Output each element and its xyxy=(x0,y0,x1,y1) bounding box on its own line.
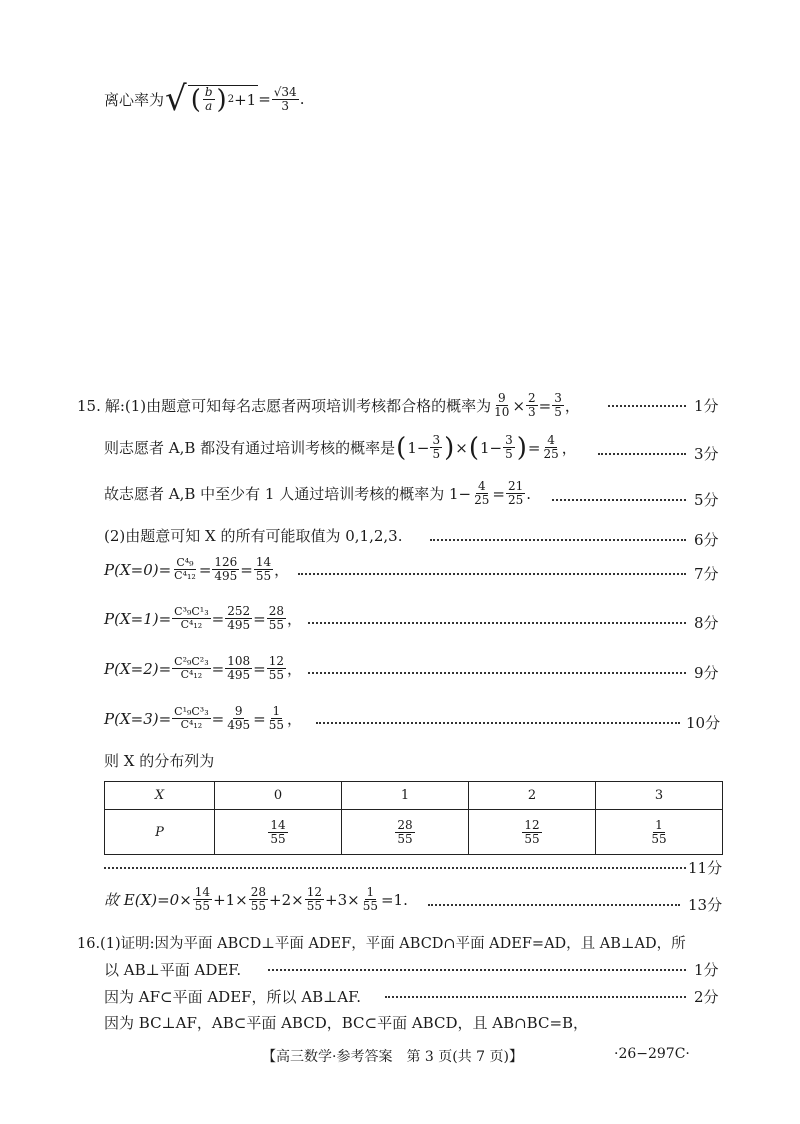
fraction: $\frac{3}{5}$ xyxy=(554,391,562,419)
prob-cell: $\frac{28}{55}$ xyxy=(342,810,469,855)
q16-l3-text: 因为 AF⊂平面 ADEF，所以 AB⊥AF. xyxy=(104,988,361,1006)
q15-number: 15. xyxy=(77,396,101,415)
score-leader xyxy=(385,996,686,998)
header-cell: 3 xyxy=(596,782,723,810)
q15-l1-text: 解:(1)由题意可知每名志愿者两项培训考核都合格的概率为 xyxy=(104,397,492,415)
score-leader xyxy=(316,722,680,724)
score-5: 5分 xyxy=(694,491,719,509)
prob-cell: $\frac{12}{55}$ xyxy=(469,810,596,855)
q15-l2-text: 则志愿者 A,B 都没有通过培训考核的概率是 xyxy=(104,439,396,457)
footer-center: 【高三数学·参考答案 第 3 页(共 7 页)】 xyxy=(262,1049,523,1065)
sqrt-expression: √ ( $\frac{b}{a}$ ) 2 +1 xyxy=(165,79,257,119)
header-cell: 2 xyxy=(469,782,596,810)
frac-b: b xyxy=(204,85,213,99)
equals: = xyxy=(258,90,271,108)
fraction: $\frac{3}{5}$ xyxy=(432,433,441,461)
table-header-row xyxy=(105,782,723,810)
q16-l1-text: 16.(1)证明:因为平面 ABCD⊥平面 ADEF，平面 ABCD∩平面 ADEF=AD，且 AB⊥AD，所 xyxy=(77,936,686,952)
score-leader xyxy=(308,622,686,624)
score-1: 1分 xyxy=(694,397,719,415)
footer-right: ·26−297C· xyxy=(614,1046,690,1062)
eccentricity-label: 离心率为 xyxy=(104,90,165,109)
q16-line-1 xyxy=(77,932,686,953)
sqrt34: √34 xyxy=(273,84,297,99)
q16-line-4 xyxy=(104,1012,588,1033)
score-3: 3分 xyxy=(694,445,719,463)
expectation-line: 故 E(X)=0× $\frac{14}{55}$ +1× $\frac{28}{55}$ +2× $\frac{12}{55}$ +3× $\frac{1}{55}$ =1. xyxy=(104,885,408,913)
distribution-table xyxy=(104,781,723,855)
score-8: 8分 xyxy=(694,614,719,632)
q15-line-4 xyxy=(104,525,402,546)
fraction: $\frac{9}{10}$ xyxy=(494,391,510,419)
score-11: 11分 xyxy=(688,859,723,877)
frac-a: a xyxy=(205,99,213,113)
prob-x2: P(X=2)= $\frac{\text{C²₉C²₃}}{\text{C⁴₁₂}}$ = $\frac{108}{495}$ = $\frac{12}{55}$ ， xyxy=(104,654,302,682)
q16-l2-text: 以 AB⊥平面 ADEF. xyxy=(104,961,242,979)
score-16-2: 2分 xyxy=(694,988,719,1006)
q15-line-3: 故志愿者 A,B 中至少有 1 人通过培训考核的概率为 1− $\frac{4}{25}$ = $\frac{21}{25}$ . xyxy=(104,479,532,507)
prob-cell: $\frac{14}{55}$ xyxy=(215,810,342,855)
exponent: 2 xyxy=(227,94,235,105)
score-leader xyxy=(298,573,686,575)
score-leader xyxy=(308,672,686,674)
header-cell: 1 xyxy=(342,782,469,810)
plus-one: +1 xyxy=(234,90,257,109)
eccentricity-line xyxy=(104,79,305,119)
fraction: $\frac{2}{3}$ xyxy=(528,391,536,419)
fraction: $\frac{4}{25}$ xyxy=(474,479,490,507)
three: 3 xyxy=(281,98,290,113)
q16-l4-text: 因为 BC⊥AF，AB⊂平面 ABCD，BC⊂平面 ABCD，且 AB∩BC=B， xyxy=(104,1014,589,1032)
fraction: $\frac{21}{25}$ xyxy=(507,479,524,507)
prob-cell: $\frac{1}{55}$ xyxy=(596,810,723,855)
row-label-p: P xyxy=(105,810,215,855)
score-7: 7分 xyxy=(694,565,719,583)
score-9: 9分 xyxy=(694,664,719,682)
score-leader xyxy=(608,405,686,407)
period: . xyxy=(299,90,305,108)
score-leader xyxy=(598,453,686,455)
q15-line-2: 则志愿者 A,B 都没有通过培训考核的概率是 ( 1− $\frac{3}{5}$ ) × ( 1− $\frac{3}{5}$ ) = $\frac{4}{25}$ ， xyxy=(104,432,577,463)
header-x: X xyxy=(105,782,215,810)
q16-line-2 xyxy=(104,959,241,980)
fraction: $\frac{4}{25}$ xyxy=(543,433,559,461)
q15-l3-text: 故志愿者 A,B 中至少有 1 人通过培训考核的概率为 1− xyxy=(104,485,472,503)
q15-line-1: 15. 解:(1)由题意可知每名志愿者两项培训考核都合格的概率为 $\frac{9}{10}$ × $\frac{2}{3}$ = $\frac{3}{5}$ ， xyxy=(77,391,580,419)
table-prob-row xyxy=(105,810,723,855)
prob-x3: P(X=3)= $\frac{\text{C¹₉C³₃}}{\text{C⁴₁₂}}$ = $\frac{9}{495}$ = $\frac{1}{55}$ ， xyxy=(104,704,302,732)
header-cell: 0 xyxy=(215,782,342,810)
score-10: 10分 xyxy=(686,714,721,732)
dist-intro-text: 则 X 的分布列为 xyxy=(104,752,215,770)
score-16-1: 1分 xyxy=(694,961,719,979)
prob-x1: P(X=1)= $\frac{\text{C³₉C¹₃}}{\text{C⁴₁₂}}$ = $\frac{252}{495}$ = $\frac{28}{55}$ ， xyxy=(104,604,302,632)
fraction: $\frac{3}{5}$ xyxy=(505,433,513,461)
score-13: 13分 xyxy=(688,896,723,914)
score-leader xyxy=(268,969,686,971)
score-leader xyxy=(430,539,686,541)
q15-l4-text: (2)由题意可知 X 的所有可能取值为 0,1,2,3. xyxy=(104,527,403,545)
q16-line-3 xyxy=(104,986,361,1007)
score-leader xyxy=(428,904,680,906)
prob-x0: P(X=0)= $\frac{\text{C⁴₉}}{\text{C⁴₁₂}}$ = $\frac{126}{495}$ = $\frac{14}{55}$ ， xyxy=(104,555,290,583)
dist-intro xyxy=(104,750,214,771)
score-leader xyxy=(104,867,686,869)
score-leader xyxy=(552,499,686,501)
score-6: 6分 xyxy=(694,531,719,549)
